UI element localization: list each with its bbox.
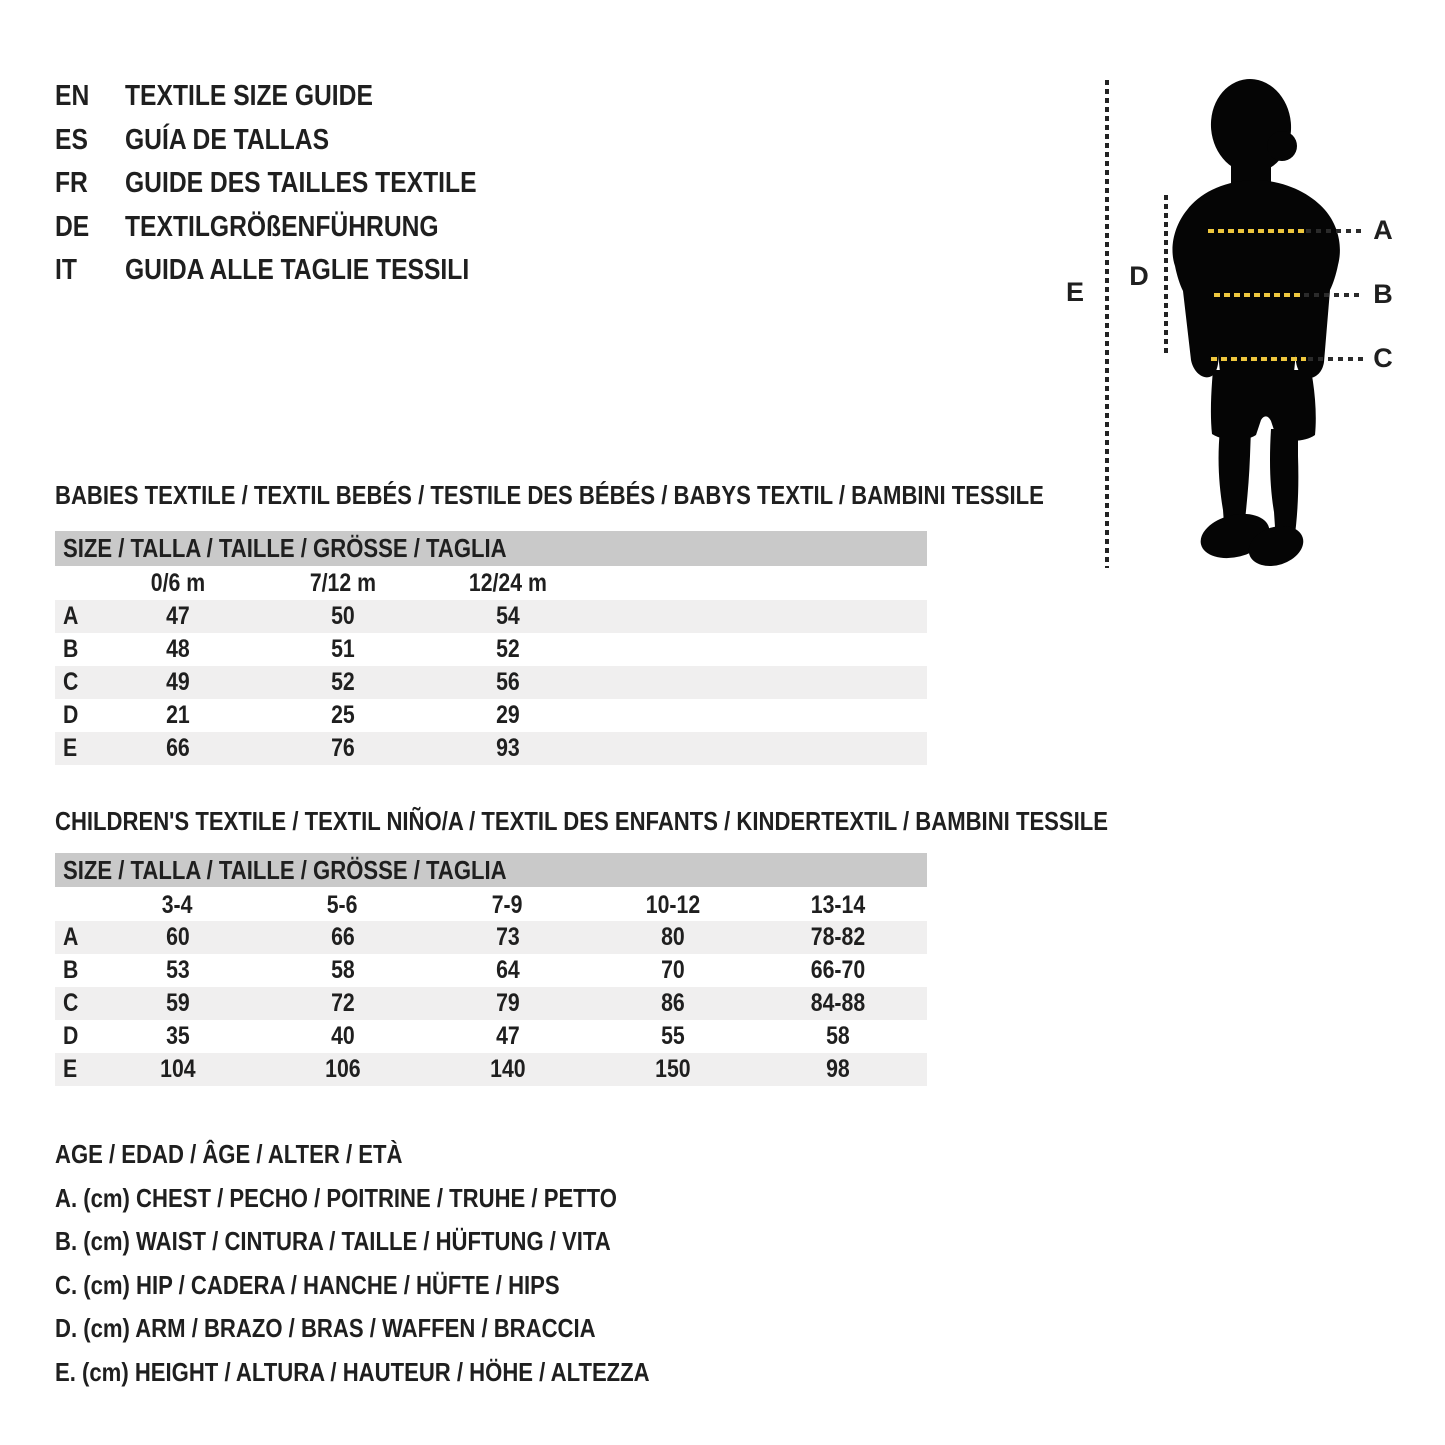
table-cell: 50	[330, 602, 355, 630]
table-cell: 70	[660, 956, 685, 984]
arm-label-d: D	[1129, 261, 1149, 291]
waist-label-b: B	[1373, 279, 1393, 309]
row-label: B	[63, 956, 79, 984]
table-row	[55, 1020, 927, 1053]
language-row	[55, 206, 539, 250]
table-cell: 104	[159, 1055, 196, 1083]
age-column-header: 5-6	[327, 890, 358, 919]
language-row	[55, 162, 539, 206]
row-label: B	[63, 635, 79, 663]
age-header-row	[55, 888, 927, 922]
language-header	[55, 75, 539, 293]
table-cell: 47	[495, 1022, 520, 1050]
table-cell: 21	[165, 701, 190, 729]
hip-measure-line-inner	[1211, 357, 1306, 361]
table-cell: 58	[330, 956, 355, 984]
children-table-title-text: CHILDREN'S TEXTILE / TEXTIL NIÑO/A / TEXTIL DES ENFANTS / KINDERTEXTIL / BAMBINI TESSILE	[55, 806, 1109, 836]
table-cell: 98	[825, 1055, 850, 1083]
children-table-body	[55, 921, 927, 1086]
legend-line: E. (cm) HEIGHT / ALTURA / HAUTEUR / HÖHE / ALTEZZA	[55, 1356, 650, 1387]
babies-age-header	[55, 566, 927, 600]
waist-measure-line-inner	[1214, 293, 1300, 297]
waist-measure-line-outer	[1304, 293, 1362, 297]
children-size-header-bar	[55, 853, 927, 887]
age-column-header: 12/24 m	[468, 568, 547, 597]
table-cell: 80	[660, 923, 685, 951]
babies-size-header-bar	[55, 531, 927, 566]
babies-size-header-text: SIZE / TALLA / TAILLE / GRÖSSE / TAGLIA	[63, 533, 507, 563]
row-label: E	[63, 1055, 78, 1083]
table-cell: 58	[825, 1022, 850, 1050]
table-row	[55, 666, 927, 699]
table-cell: 56	[495, 668, 520, 696]
table-cell: 86	[660, 989, 685, 1017]
table-row	[55, 921, 927, 954]
table-cell: 55	[660, 1022, 685, 1050]
row-label: D	[63, 1022, 79, 1050]
language-title: TEXTILE SIZE GUIDE	[125, 80, 373, 112]
children-age-header	[55, 888, 927, 922]
table-cell: 76	[330, 734, 355, 762]
row-label: A	[63, 923, 79, 951]
row-label: C	[63, 668, 79, 696]
table-row	[55, 954, 927, 987]
language-code: ES	[55, 123, 88, 156]
table-cell: 47	[165, 602, 190, 630]
row-label: E	[63, 734, 78, 762]
table-row	[55, 1053, 927, 1086]
children-size-header-text: SIZE / TALLA / TAILLE / GRÖSSE / TAGLIA	[63, 854, 507, 885]
table-cell: 140	[489, 1055, 526, 1083]
language-title: GUIDE DES TAILLES TEXTILE	[125, 167, 477, 199]
table-cell: 78-82	[810, 923, 865, 951]
chest-measure-line-inner	[1208, 229, 1304, 233]
language-title: GUÍA DE TALLAS	[125, 123, 330, 156]
hip-label-c: C	[1373, 343, 1393, 373]
legend-line: A. (cm) CHEST / PECHO / POITRINE / TRUHE / PETTO	[55, 1182, 617, 1213]
measurement-legend	[55, 1133, 755, 1395]
chest-label-a: A	[1373, 215, 1393, 245]
age-header-row	[55, 566, 927, 600]
table-cell: 52	[495, 635, 520, 663]
language-title: GUIDA ALLE TAGLIE TESSILI	[125, 254, 470, 286]
table-cell: 49	[165, 668, 190, 696]
language-row	[55, 249, 539, 293]
table-cell: 73	[495, 923, 520, 951]
language-row	[55, 119, 539, 163]
age-column-header: 7-9	[492, 890, 523, 919]
table-row	[55, 633, 927, 666]
table-cell: 53	[165, 956, 190, 984]
table-cell: 48	[165, 635, 190, 663]
age-column-header: 13-14	[810, 890, 865, 919]
chest-measure-line-outer	[1306, 229, 1364, 233]
table-cell: 59	[165, 989, 190, 1017]
age-column-header: 7/12 m	[309, 568, 376, 597]
babies-table-title-text: BABIES TEXTILE / TEXTIL BEBÉS / TESTILE DES BÉBÉS / BABYS TEXTIL / BAMBINI TESSILE	[55, 480, 1044, 510]
table-cell: 35	[165, 1022, 190, 1050]
legend-line: AGE / EDAD / ÂGE / ALTER / ETÀ	[55, 1139, 403, 1169]
legend-line: C. (cm) HIP / CADERA / HANCHE / HÜFTE / HIPS	[55, 1269, 560, 1300]
age-column-header: 10-12	[645, 890, 700, 919]
table-cell: 66	[165, 734, 190, 762]
babies-table-body	[55, 600, 927, 765]
table-cell: 52	[330, 668, 355, 696]
row-label: D	[63, 701, 79, 729]
hip-measure-line-outer	[1308, 357, 1364, 361]
table-cell: 51	[330, 635, 355, 663]
babies-table-title	[55, 479, 1218, 511]
table-cell: 150	[654, 1055, 691, 1083]
row-label: C	[63, 989, 79, 1017]
table-cell: 54	[495, 602, 520, 630]
table-cell: 106	[324, 1055, 361, 1083]
legend-line: B. (cm) WAIST / CINTURA / TAILLE / HÜFTUNG / VITA	[55, 1226, 611, 1257]
children-table-title	[55, 805, 1294, 837]
table-cell: 25	[330, 701, 355, 729]
table-cell: 93	[495, 734, 520, 762]
language-code: DE	[55, 210, 90, 243]
table-cell: 84-88	[810, 989, 865, 1017]
age-column-header: 3-4	[162, 890, 193, 919]
table-cell: 29	[495, 701, 520, 729]
table-cell: 64	[495, 956, 520, 984]
language-code: FR	[55, 167, 88, 199]
row-label: A	[63, 602, 79, 630]
table-cell: 66-70	[810, 956, 865, 984]
age-column-header: 0/6 m	[150, 568, 205, 597]
table-cell: 60	[165, 923, 190, 951]
height-label-e: E	[1065, 277, 1084, 307]
table-cell: 66	[330, 923, 355, 951]
legend-line: D. (cm) ARM / BRAZO / BRAS / WAFFEN / BRACCIA	[55, 1313, 596, 1344]
table-row	[55, 600, 927, 633]
table-row	[55, 987, 927, 1020]
table-row	[55, 699, 927, 732]
table-row	[55, 732, 927, 765]
language-title: TEXTILGRÖßENFÜHRUNG	[125, 210, 439, 243]
table-cell: 72	[330, 989, 355, 1017]
language-code: EN	[55, 80, 90, 112]
language-code: IT	[55, 254, 77, 286]
language-row	[55, 75, 539, 119]
table-cell: 79	[495, 989, 520, 1017]
table-cell: 40	[330, 1022, 355, 1050]
